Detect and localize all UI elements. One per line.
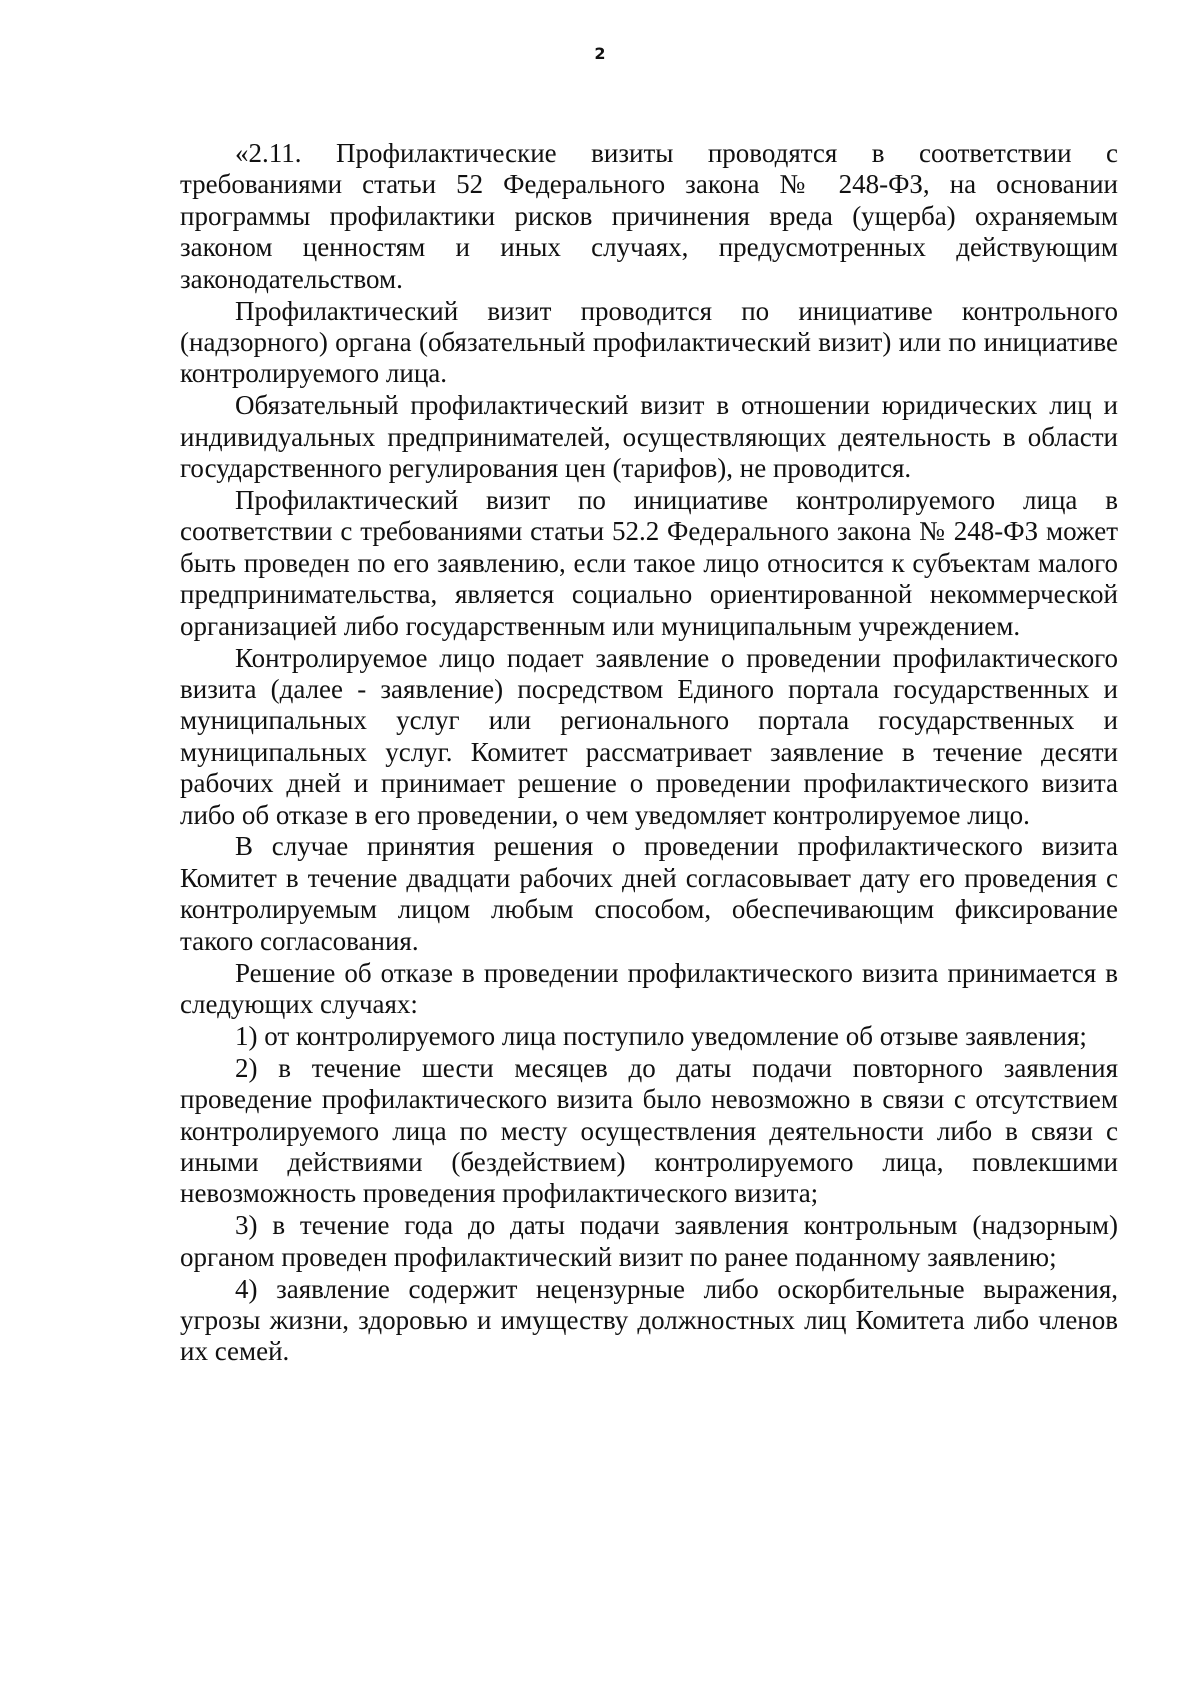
paragraph-2-11-intro: «2.11. Профилактические визиты проводятся в соответствии с требованиями статьи 52 Федерального закона № 248-ФЗ, на основании программы профилактики рисков причинения вреда (ущерба) охраняемым законом ценностям и иных случаях, предусмотренных действующим законодательством. [180, 138, 1118, 294]
paragraph-application-submission: Контролируемое лицо подает заявление о проведении профилактического визита (далее - заявление) посредством Единого портала государственных и муниципальных услуг или регионального портала государственных и муниципальных услуг. Комитет рассматривает заявление в течение десяти рабочих дней и принимает решение о проведении профилактического визита либо об отказе в его проведении, о чем уведомляет контролируемое лицо. [180, 642, 1118, 830]
page-number: 2 [594, 44, 606, 63]
list-item-2: 2) в течение шести месяцев до даты подачи повторного заявления проведение профилактического визита было невозможно в связи с отсутствием контролируемого лица по месту осуществления деятельности либо в связи с иными действиями (бездействием) контролируемого лица, повлекшими невозможность проведения профилактического визита; [180, 1052, 1118, 1209]
list-item-3: 3) в течение года до даты подачи заявления контрольным (надзорным) органом проведен профилактический визит по ранее поданному заявлению; [180, 1210, 1118, 1272]
paragraph-mandatory-visit: Обязательный профилактический визит в отношении юридических лиц и индивидуальных предпринимателей, осуществляющих деятельность в области государственного регулирования цен (тарифов), не проводится. [180, 390, 1118, 484]
paragraph-refusal-cases: Решение об отказе в проведении профилактического визита принимается в следующих случаях: [180, 957, 1118, 1019]
document-body [180, 138, 1118, 1368]
paragraph-date-agreement: В случае принятия решения о проведении профилактического визита Комитет в течение двадцати рабочих дней согласовывает дату его проведения с контролируемым лицом любым способом, обеспечивающим фиксирование такого согласования. [180, 831, 1118, 956]
paragraph-controlled-person-initiative: Профилактический визит по инициативе контролируемого лица в соответствии с требованиями статьи 52.2 Федерального закона № 248-ФЗ может быть проведен по его заявлению, если такое лицо относится к субъектам малого предпринимательства, является социально ориентированной некоммерческой организацией либо государственным или муниципальным учреждением. [180, 484, 1118, 641]
list-item-4: 4) заявление содержит нецензурные либо оскорбительные выражения, угрозы жизни, здоровью и имуществу должностных лиц Комитета либо членов их семей. [180, 1273, 1118, 1367]
paragraph-visit-initiative: Профилактический визит проводится по инициативе контрольного (надзорного) органа (обязательный профилактический визит) или по инициативе контролируемого лица. [180, 295, 1118, 389]
list-item-1: 1) от контролируемого лица поступило уведомление об отзыве заявления; [235, 1020, 1087, 1051]
